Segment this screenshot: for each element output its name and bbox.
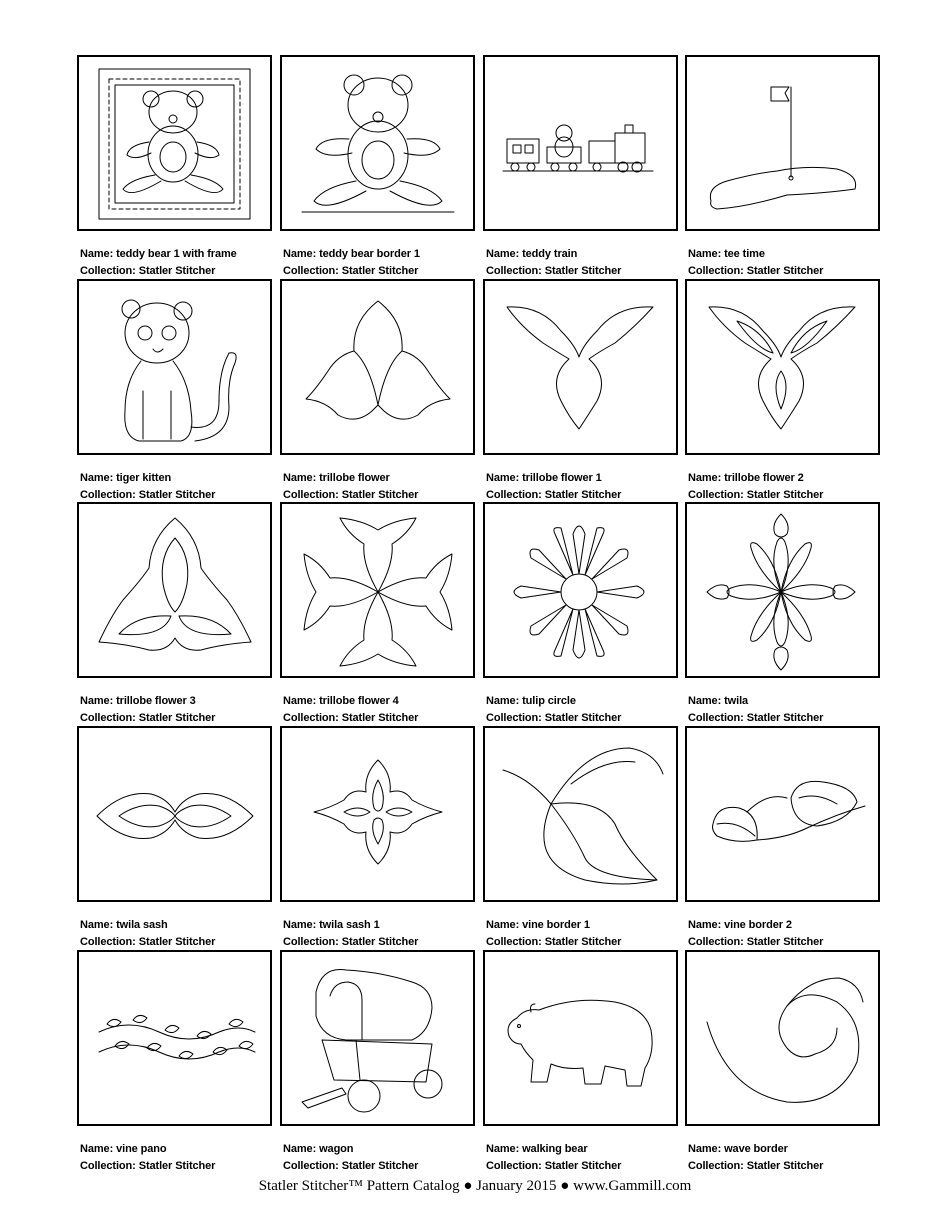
trillobe-3-icon bbox=[79, 504, 270, 676]
pattern-thumbnail[interactable] bbox=[280, 279, 475, 455]
name-label: Name bbox=[486, 248, 516, 260]
pattern-name-line: Name: trillobe flower 2 bbox=[688, 472, 804, 484]
pattern-collection-line: Collection: Statler Stitcher bbox=[688, 265, 824, 277]
trillobe-icon bbox=[282, 281, 473, 453]
pattern-name-line: Name: wagon bbox=[283, 1143, 354, 1155]
pattern-collection: Statler Stitcher bbox=[138, 489, 216, 501]
teddy-bear-frame-icon bbox=[79, 57, 270, 229]
name-label: Name bbox=[688, 472, 718, 484]
pattern-name: trillobe flower 2 bbox=[724, 472, 804, 484]
pattern-thumbnail[interactable] bbox=[77, 502, 272, 678]
pattern-thumbnail[interactable] bbox=[483, 950, 678, 1126]
pattern-name: teddy bear border 1 bbox=[319, 248, 420, 260]
pattern-thumbnail[interactable] bbox=[280, 502, 475, 678]
collection-label: Collection bbox=[283, 936, 336, 948]
pattern-caption bbox=[688, 1141, 883, 1175]
pattern-thumbnail[interactable] bbox=[685, 950, 880, 1126]
pattern-name-line: Name: vine pano bbox=[80, 1143, 167, 1155]
pattern-caption bbox=[80, 246, 275, 280]
pattern-name-line: Name: tiger kitten bbox=[80, 472, 172, 484]
pattern-thumbnail[interactable] bbox=[483, 55, 678, 231]
leaf-swirl-icon bbox=[485, 728, 676, 900]
pattern-collection: Statler Stitcher bbox=[341, 712, 419, 724]
pattern-caption bbox=[688, 693, 883, 727]
pattern-collection: Statler Stitcher bbox=[138, 712, 216, 724]
pattern-caption bbox=[486, 693, 681, 727]
pattern-name: trillobe flower 1 bbox=[522, 472, 602, 484]
pattern-collection: Statler Stitcher bbox=[544, 1160, 622, 1172]
pattern-name: wagon bbox=[319, 1143, 354, 1155]
pattern-name: trillobe flower bbox=[319, 472, 390, 484]
trillobe-4-icon bbox=[282, 504, 473, 676]
pattern-name: twila sash 1 bbox=[319, 919, 380, 931]
pattern-name-line: Name: tulip circle bbox=[486, 695, 576, 707]
name-label: Name bbox=[283, 919, 313, 931]
wave-icon bbox=[687, 952, 878, 1124]
pattern-collection-line: Collection: Statler Stitcher bbox=[486, 265, 622, 277]
pattern-collection: Statler Stitcher bbox=[138, 265, 216, 277]
collection-label: Collection bbox=[688, 265, 741, 277]
pattern-name-line: Name: teddy bear 1 with frame bbox=[80, 248, 237, 260]
pattern-name-line: Name: tee time bbox=[688, 248, 765, 260]
name-label: Name bbox=[688, 1143, 718, 1155]
pattern-name: trillobe flower 3 bbox=[116, 695, 196, 707]
pattern-collection-line: Collection: Statler Stitcher bbox=[486, 1160, 622, 1172]
collection-label: Collection bbox=[80, 265, 133, 277]
pattern-thumbnail[interactable] bbox=[483, 726, 678, 902]
twila-icon bbox=[687, 504, 878, 676]
pattern-collection-line: Collection: Statler Stitcher bbox=[688, 489, 824, 501]
pattern-collection-line: Collection: Statler Stitcher bbox=[283, 265, 419, 277]
collection-label: Collection bbox=[486, 712, 539, 724]
pattern-collection: Statler Stitcher bbox=[746, 1160, 824, 1172]
pattern-name: vine border 1 bbox=[522, 919, 590, 931]
pattern-name: tiger kitten bbox=[116, 472, 172, 484]
pattern-collection: Statler Stitcher bbox=[138, 1160, 216, 1172]
collection-label: Collection bbox=[688, 712, 741, 724]
pattern-name-line: Name: trillobe flower bbox=[283, 472, 390, 484]
pattern-collection-line: Collection: Statler Stitcher bbox=[80, 936, 216, 948]
collection-label: Collection bbox=[688, 489, 741, 501]
pattern-caption bbox=[283, 693, 478, 727]
name-label: Name bbox=[80, 919, 110, 931]
pattern-name: tulip circle bbox=[522, 695, 576, 707]
collection-label: Collection bbox=[80, 1160, 133, 1172]
name-label: Name bbox=[283, 1143, 313, 1155]
pattern-caption bbox=[486, 1141, 681, 1175]
name-label: Name bbox=[283, 695, 313, 707]
tulip-circle-icon bbox=[485, 504, 676, 676]
collection-label: Collection bbox=[80, 489, 133, 501]
name-label: Name bbox=[80, 1143, 110, 1155]
pattern-collection-line: Collection: Statler Stitcher bbox=[688, 712, 824, 724]
pattern-thumbnail[interactable] bbox=[685, 726, 880, 902]
collection-label: Collection bbox=[486, 265, 539, 277]
pattern-collection-line: Collection: Statler Stitcher bbox=[486, 936, 622, 948]
pattern-collection: Statler Stitcher bbox=[341, 489, 419, 501]
pattern-caption bbox=[283, 470, 478, 504]
pattern-collection: Statler Stitcher bbox=[544, 489, 622, 501]
collection-label: Collection bbox=[486, 489, 539, 501]
name-label: Name bbox=[486, 472, 516, 484]
pattern-name-line: Name: twila bbox=[688, 695, 749, 707]
pattern-caption bbox=[688, 470, 883, 504]
pattern-name-line: Name: twila sash bbox=[80, 919, 168, 931]
catalog-footer: Statler Stitcher™ Pattern Catalog ● January 2015 ● www.Gammill.com bbox=[258, 1178, 692, 1194]
pattern-collection: Statler Stitcher bbox=[746, 712, 824, 724]
collection-label: Collection bbox=[486, 936, 539, 948]
pattern-caption bbox=[283, 1141, 478, 1175]
pattern-collection-line: Collection: Statler Stitcher bbox=[688, 1160, 824, 1172]
pattern-collection-line: Collection: Statler Stitcher bbox=[80, 265, 216, 277]
collection-label: Collection bbox=[80, 936, 133, 948]
pattern-thumbnail[interactable] bbox=[685, 502, 880, 678]
trillobe-2-icon bbox=[687, 281, 878, 453]
pattern-collection: Statler Stitcher bbox=[746, 489, 824, 501]
pattern-caption bbox=[80, 470, 275, 504]
pattern-collection-line: Collection: Statler Stitcher bbox=[283, 1160, 419, 1172]
pattern-collection-line: Collection: Statler Stitcher bbox=[80, 1160, 216, 1172]
pattern-name: wave border bbox=[724, 1143, 788, 1155]
pattern-name: vine border 2 bbox=[724, 919, 792, 931]
pattern-collection-line: Collection: Statler Stitcher bbox=[80, 489, 216, 501]
collection-label: Collection bbox=[688, 936, 741, 948]
pattern-caption bbox=[283, 246, 478, 280]
pattern-name: teddy bear 1 with frame bbox=[116, 248, 237, 260]
pattern-thumbnail[interactable] bbox=[77, 279, 272, 455]
wagon-icon bbox=[282, 952, 473, 1124]
trillobe-1-icon bbox=[485, 281, 676, 453]
pattern-name-line: Name: vine border 1 bbox=[486, 919, 590, 931]
pattern-collection-line: Collection: Statler Stitcher bbox=[283, 936, 419, 948]
pattern-name-line: Name: teddy bear border 1 bbox=[283, 248, 420, 260]
pattern-caption bbox=[283, 917, 478, 951]
collection-label: Collection bbox=[688, 1160, 741, 1172]
pattern-name-line: Name: trillobe flower 3 bbox=[80, 695, 196, 707]
pattern-caption bbox=[688, 917, 883, 951]
pattern-name: tee time bbox=[724, 248, 765, 260]
pattern-collection-line: Collection: Statler Stitcher bbox=[283, 712, 419, 724]
pattern-name-line: Name: walking bear bbox=[486, 1143, 588, 1155]
vine-pano-icon bbox=[79, 952, 270, 1124]
pattern-caption bbox=[688, 246, 883, 280]
collection-label: Collection bbox=[283, 489, 336, 501]
name-label: Name bbox=[283, 472, 313, 484]
pattern-caption bbox=[80, 1141, 275, 1175]
pattern-name: teddy train bbox=[522, 248, 578, 260]
name-label: Name bbox=[80, 472, 110, 484]
tiger-kitten-icon bbox=[79, 281, 270, 453]
pattern-collection: Statler Stitcher bbox=[138, 936, 216, 948]
pattern-thumbnail[interactable] bbox=[77, 55, 272, 231]
collection-label: Collection bbox=[486, 1160, 539, 1172]
pattern-name-line: Name: wave border bbox=[688, 1143, 788, 1155]
pattern-thumbnail[interactable] bbox=[77, 950, 272, 1126]
pattern-name-line: Name: teddy train bbox=[486, 248, 578, 260]
name-label: Name bbox=[688, 248, 718, 260]
pattern-thumbnail[interactable] bbox=[280, 55, 475, 231]
pattern-name-line: Name: twila sash 1 bbox=[283, 919, 380, 931]
name-label: Name bbox=[486, 1143, 516, 1155]
collection-label: Collection bbox=[80, 712, 133, 724]
pattern-thumbnail[interactable] bbox=[483, 502, 678, 678]
pattern-thumbnail[interactable] bbox=[483, 279, 678, 455]
pattern-name: vine pano bbox=[116, 1143, 167, 1155]
pattern-name: walking bear bbox=[522, 1143, 588, 1155]
name-label: Name bbox=[688, 919, 718, 931]
bear-icon bbox=[485, 952, 676, 1124]
name-label: Name bbox=[283, 248, 313, 260]
pattern-thumbnail[interactable] bbox=[685, 279, 880, 455]
pattern-collection-line: Collection: Statler Stitcher bbox=[486, 712, 622, 724]
pattern-caption bbox=[80, 693, 275, 727]
pattern-name: twila bbox=[724, 695, 749, 707]
collection-label: Collection bbox=[283, 712, 336, 724]
name-label: Name bbox=[486, 919, 516, 931]
leaves-icon bbox=[687, 728, 878, 900]
twila-sash-1-icon bbox=[282, 728, 473, 900]
pattern-caption bbox=[486, 470, 681, 504]
pattern-name-line: Name: trillobe flower 1 bbox=[486, 472, 602, 484]
pattern-name-line: Name: vine border 2 bbox=[688, 919, 792, 931]
twila-sash-icon bbox=[79, 728, 270, 900]
pattern-caption bbox=[486, 246, 681, 280]
pattern-name: trillobe flower 4 bbox=[319, 695, 399, 707]
pattern-collection: Statler Stitcher bbox=[746, 265, 824, 277]
pattern-collection: Statler Stitcher bbox=[544, 712, 622, 724]
pattern-collection: Statler Stitcher bbox=[544, 265, 622, 277]
golf-flag-icon bbox=[687, 57, 878, 229]
teddy-bear-icon bbox=[282, 57, 473, 229]
train-icon bbox=[485, 57, 676, 229]
name-label: Name bbox=[80, 695, 110, 707]
collection-label: Collection bbox=[283, 265, 336, 277]
pattern-name-line: Name: trillobe flower 4 bbox=[283, 695, 399, 707]
pattern-caption bbox=[486, 917, 681, 951]
pattern-thumbnail[interactable] bbox=[77, 726, 272, 902]
name-label: Name bbox=[688, 695, 718, 707]
pattern-collection-line: Collection: Statler Stitcher bbox=[283, 489, 419, 501]
pattern-collection: Statler Stitcher bbox=[341, 265, 419, 277]
collection-label: Collection bbox=[283, 1160, 336, 1172]
pattern-collection: Statler Stitcher bbox=[544, 936, 622, 948]
pattern-collection: Statler Stitcher bbox=[341, 1160, 419, 1172]
pattern-name: twila sash bbox=[116, 919, 168, 931]
pattern-caption bbox=[80, 917, 275, 951]
pattern-thumbnail[interactable] bbox=[685, 55, 880, 231]
pattern-collection-line: Collection: Statler Stitcher bbox=[80, 712, 216, 724]
pattern-thumbnail[interactable] bbox=[280, 950, 475, 1126]
pattern-collection-line: Collection: Statler Stitcher bbox=[688, 936, 824, 948]
pattern-collection: Statler Stitcher bbox=[341, 936, 419, 948]
pattern-collection-line: Collection: Statler Stitcher bbox=[486, 489, 622, 501]
name-label: Name bbox=[80, 248, 110, 260]
name-label: Name bbox=[486, 695, 516, 707]
pattern-collection: Statler Stitcher bbox=[746, 936, 824, 948]
pattern-thumbnail[interactable] bbox=[280, 726, 475, 902]
